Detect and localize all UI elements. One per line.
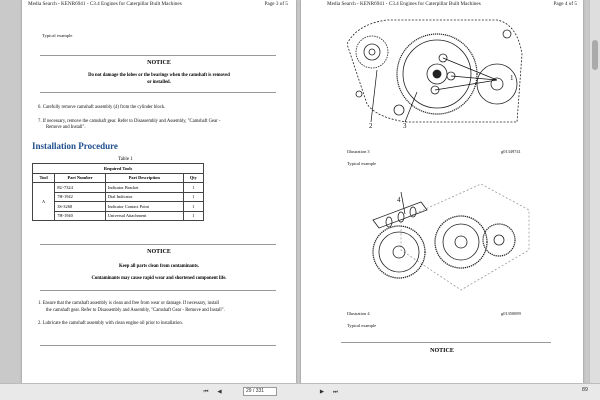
table-cell-qty: 1 <box>183 183 203 193</box>
viewer-status-bar <box>0 383 600 400</box>
table-row <box>33 202 204 212</box>
table-cell-part: 3S-3268 <box>55 202 106 212</box>
step-6: 6. Carefully remove camshaft assembly (4) from the cylinder block. <box>38 105 166 110</box>
document-page-left <box>22 0 296 384</box>
illustration-4-label: Illustration 4 <box>347 311 370 316</box>
page-header-number: Page 3 of 5 <box>264 1 288 7</box>
prev-page-icon[interactable]: ◀ <box>217 389 222 395</box>
table-cell-desc: Indicator Bracket <box>105 183 183 193</box>
callout-1: 1 <box>510 74 514 82</box>
page-header-title: Media Search - KENR6941 - C3.4 Engines for Caterpillar Built Machines <box>28 1 182 7</box>
section-heading-installation: Installation Procedure <box>32 141 118 151</box>
notice-text-line2: or installed. <box>147 80 171 85</box>
table-cell-desc: Indicator Contact Point <box>105 202 183 212</box>
caption-typical-example: Typical example <box>42 33 73 38</box>
page-header-number: Page 4 of 5 <box>553 1 577 7</box>
illustration-3-id: g01349741 <box>501 149 521 154</box>
table-cell-part: 8U-7324 <box>55 183 106 193</box>
notice-rule-bottom <box>40 92 276 93</box>
table-cell-qty: 1 <box>183 192 203 202</box>
illustration-3-label: Illustration 3 <box>347 149 370 154</box>
notice2-title: NOTICE <box>147 249 171 255</box>
table-cell-qty: 1 <box>183 202 203 212</box>
callout-3: 3 <box>403 122 407 130</box>
table-header-qty: Qty <box>183 173 203 183</box>
vertical-scrollbar[interactable] <box>589 0 600 384</box>
footer-rule <box>40 345 276 346</box>
page-header-title: Media Search - KENR6941 - C3.4 Engines for Caterpillar Built Machines <box>327 1 481 7</box>
illustration-3-caption: Typical example <box>347 161 377 166</box>
install-step-2: 2. Lubricate the camshaft assembly with clean engine oil prior to installation. <box>38 321 183 326</box>
table-cell-desc: Dial Indicator <box>105 192 183 202</box>
notice2-rule-top <box>40 244 276 245</box>
table-row <box>33 183 204 193</box>
table-row <box>33 211 204 221</box>
illustration-4-id: g01350089 <box>501 311 521 316</box>
table-row <box>33 192 204 202</box>
illustration-3-gear-housing <box>347 14 527 134</box>
document-page-right <box>301 0 583 384</box>
install-step-1-line1: 1. Ensure that the camshaft assembly is clean and free from wear or damage. If necessary, install <box>38 301 220 306</box>
notice2-line1: Keep all parts clean from contaminants. <box>118 264 200 269</box>
callout-2: 2 <box>369 122 373 130</box>
notice2-line2: Contaminants may cause rapid wear and shortened component life. <box>91 276 227 281</box>
table-header-part-number: Part Number <box>55 173 106 183</box>
callout-4: 4 <box>397 196 401 204</box>
table-title: Required Tools <box>33 164 204 174</box>
page-number-input[interactable]: 29 / 331 <box>243 387 277 396</box>
notice-rule-top <box>40 55 276 56</box>
step-7-line2: Remove and Install". <box>46 125 86 130</box>
table-cell-desc: Universal Attachment <box>105 211 183 221</box>
table-header-part-description: Part Description <box>105 173 183 183</box>
illustration-4-caption: Typical example <box>347 323 377 328</box>
table-cell-part: 7H-1942 <box>55 192 106 202</box>
last-page-icon[interactable]: ⏭ <box>333 389 338 395</box>
notice-title: NOTICE <box>147 60 171 66</box>
notice-title: NOTICE <box>430 348 454 354</box>
table-cell-qty: 1 <box>183 211 203 221</box>
first-page-icon[interactable]: ⏮ <box>203 389 209 395</box>
table-tool-letter: A <box>33 183 55 221</box>
table-cell-part: 7H-1940 <box>55 211 106 221</box>
notice-text-line1: Do not damage the lobes or the bearings when the camshaft is removed <box>88 73 230 78</box>
notice-rule-top <box>341 342 551 343</box>
table-header-tool: Tool <box>33 173 55 183</box>
step-7-line1: 7. If necessary, remove the camshaft gear. Refer to Disassembly and Assembly, "Camshaft Gear - <box>38 119 221 124</box>
table-caption: Table 1 <box>118 157 133 162</box>
notice2-rule-bottom <box>40 290 276 291</box>
next-page-icon[interactable]: ▶ <box>319 389 325 395</box>
zoom-level[interactable]: 89 <box>581 387 588 393</box>
scrollbar-thumb[interactable] <box>592 40 598 70</box>
required-tools-table <box>32 163 204 221</box>
illustration-4-camshaft <box>361 180 531 300</box>
install-step-1-line2: the camshaft gear. Refer to Disassembly and Assembly, "Camshaft Gear - Remove and Install". <box>46 308 225 313</box>
